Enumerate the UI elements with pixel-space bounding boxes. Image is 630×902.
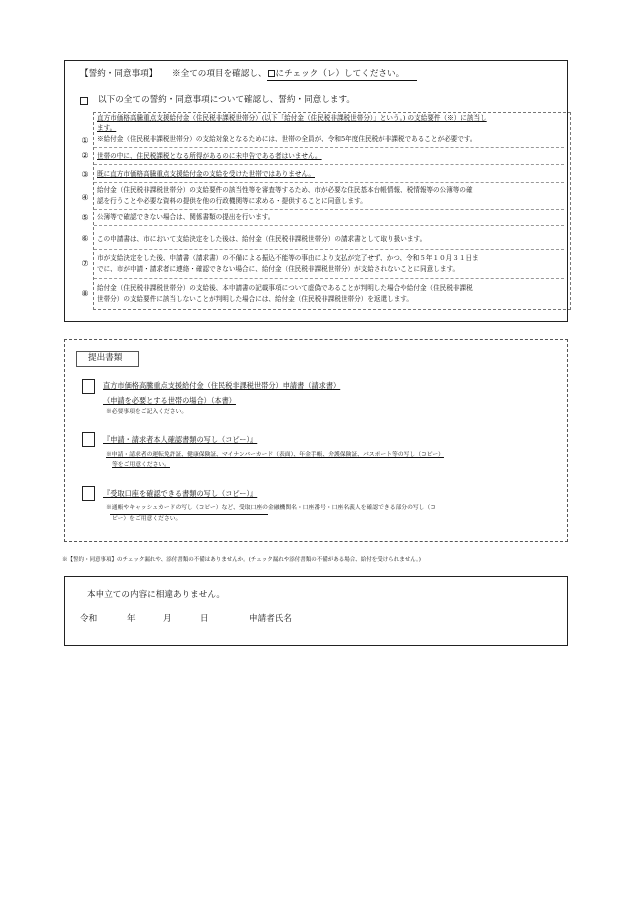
item-5-line-1: 公簿等で確認できない場合は、関係書類の提出を行います。: [97, 213, 275, 221]
item-1-line-2: ます。: [97, 124, 117, 132]
declaration-statement: 本申立ての内容に相違ありません。: [87, 590, 226, 600]
item-1-line-3: ※給付金（住民税非課税世帯分）の支給対象となるためには、世帯の全員が、令和5年度住民税が非課税であることが必要です。: [97, 135, 477, 143]
item-divider: [94, 164, 564, 165]
item-divider: [94, 209, 564, 210]
checklist-footnote: ※【誓約・同意事項】のチェック漏れや、添付書類の不備はありませんか。(チェック漏れや添付書類の不備がある場合、給付を受けられません。): [62, 557, 421, 563]
pledge-instruction-suffix: にチェック（レ）してください。: [275, 69, 405, 79]
pledge-agree-checkbox[interactable]: [80, 97, 88, 105]
document-2-note-1: ※申請・請求者の運転免許証、健康保険証、マイナンバーカード（表面）、年金手帳、介護保険証、パスポート等の写し（コピー）: [106, 452, 444, 458]
pledge-heading: 【誓約・同意事項】: [80, 69, 158, 79]
checkbox-sample-icon: [268, 70, 275, 77]
item-4-line-2: 認を行うことや必要な資料の提供を他の行政機関等に求める・提供することに同意します。: [97, 197, 367, 205]
document-3-line-1: 『受取口座を確認できる書類の写し（コピー）』: [103, 489, 258, 498]
document-3-note-underline: [110, 514, 268, 515]
item-number-8: ⑧: [81, 289, 89, 298]
item-4-line-1: 給付金（住民税非課税世帯分）の支給要件の該当性等を審査等するため、市が必要な住民基本台帳情報、税情報等の公簿等の確: [97, 186, 473, 194]
item-number-1: ①: [81, 136, 89, 145]
document-1-note: ※必要事項をご記入ください。: [106, 409, 188, 415]
item-divider: [94, 225, 564, 226]
item-2-line-1: 世帯の中に、住民税課税となる所得があるのに未申告である者はいません。: [97, 152, 322, 160]
document-3-note-2: ピー）をご用意ください。: [112, 516, 182, 522]
item-divider: [94, 182, 564, 183]
item-7-line-1: 市が支給決定をした後、申請書（請求書）の不備による振込不能等の事由により支払が完了せず、かつ、令和５年１０月３１日ま: [97, 254, 479, 262]
date-day-label: 日: [200, 614, 209, 624]
item-divider: [94, 249, 564, 250]
item-3-line-1: 既に直方市価格高騰重点支援給付金の支給を受けた世帯ではありません。: [97, 170, 315, 178]
document-2-note-2: 等をご用意ください。: [112, 462, 170, 468]
item-8-line-2: 世帯分）の支給要件に該当しないことが判明した場合には、給付金（住民税非課税世帯分）を返還します。: [97, 295, 413, 303]
instruction-underline: [267, 80, 417, 81]
declaration-section: [64, 576, 568, 646]
item-number-2: ②: [81, 151, 89, 160]
item-number-6: ⑥: [81, 234, 89, 243]
applicant-name-label: 申請者氏名: [249, 614, 292, 624]
date-era-label: 令和: [80, 614, 98, 624]
date-month-label: 月: [163, 614, 172, 624]
item-6-line-1: この申請書は、市において支給決定をした後は、給付金（住民税非課税世帯分）の請求書として取り扱います。: [97, 235, 427, 243]
item-7-line-2: でに、市が申請・請求者に連絡・確認できない場合に、給付金（住民税非課税世帯分）が支給されないことに同意します。: [97, 265, 460, 273]
item-number-3: ③: [81, 170, 89, 179]
document-2-line-1: 『申請・請求者本人確認書類の写し（コピー）』: [103, 435, 258, 444]
document-2-checkbox[interactable]: [82, 432, 95, 447]
documents-heading: 提出書類: [88, 353, 123, 363]
date-year-label: 年: [127, 614, 136, 624]
document-1-line-1: 直方市価格高騰重点支援給付金（住民税非課税世帯分）申請書（請求書）: [103, 381, 341, 390]
pledge-instruction-prefix: ※全ての項目を確認し、: [172, 69, 267, 79]
pledge-instruction: [172, 69, 404, 80]
document-1-line-2: （申請を必要とする世帯の場合）（本書）: [103, 396, 236, 405]
item-divider: [94, 147, 564, 148]
item-number-5: ⑤: [81, 213, 89, 222]
item-number-4: ④: [81, 193, 89, 202]
document-1-checkbox[interactable]: [82, 379, 95, 394]
document-3-checkbox[interactable]: [82, 486, 95, 501]
item-1-line-1: 直方市価格高騰重点支援給付金（住民税非課税世帯分）(以下「給付金（住民税非課税世帯分）」という。) の支給要件（※）に該当し: [97, 114, 487, 122]
pledge-agree-label: 以下の全ての誓約・同意事項について確認し、誓約・同意します。: [98, 95, 355, 105]
item-divider: [94, 278, 564, 279]
item-number-7: ⑦: [81, 259, 89, 268]
document-3-note-1: ※通帳やキャッシュカードの写し（コピー）など、受取口座の金融機関名・口座番号・口座名義人を確認できる部分の写し（コ: [106, 505, 437, 511]
item-8-line-1: 給付金（住民税非課税世帯分）の支給後、本申請書の記載事項について虚偽であることが判明した場合や給付金（住民税非課税: [97, 284, 473, 292]
